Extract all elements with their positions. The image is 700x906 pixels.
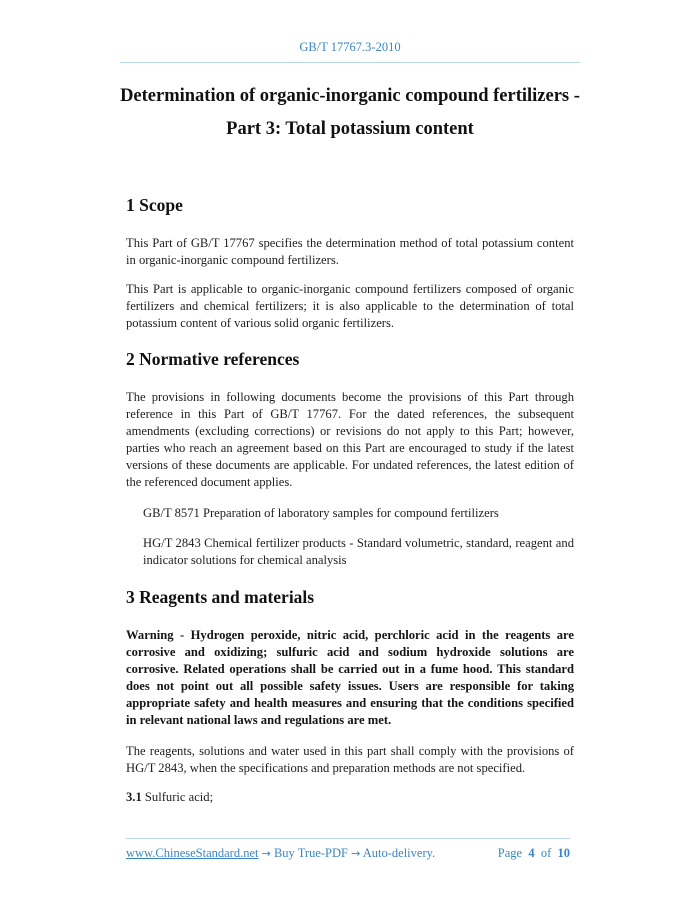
arrow-right-icon: → — [351, 847, 361, 860]
header-divider — [120, 62, 580, 63]
section-heading-reagents: 3 Reagents and materials — [126, 587, 315, 607]
section-heading-normative-references: 2 Normative references — [126, 349, 300, 369]
document-title-line-2: Part 3: Total potassium content — [226, 119, 474, 139]
document-code-header: GB/T 17767.3-2010 — [299, 40, 401, 54]
reference-item: GB/T 8571 Preparation of laboratory samples for compound fertilizers — [143, 506, 499, 520]
reagent-item-text: Sulfuric acid; — [141, 790, 214, 804]
reagent-item-number: 3.1 — [126, 790, 142, 804]
footer-divider — [126, 838, 570, 839]
normative-intro-paragraph: The provisions in following documents become the provisions of this Part through reference in this Part of GB/T 17767. For the dated references, the subsequent amendments (excluding corrections) or revisions do not apply to this Part; however, parties who reach an agreement based on this Part are encouraged to study if the latest versions of these documents are applicable. For undated references, the latest edition of the referenced document applies. — [126, 390, 574, 489]
website-link[interactable]: www.ChineseStandard.net — [126, 846, 259, 860]
safety-warning-paragraph: Warning - Hydrogen peroxide, nitric acid, perchloric acid in the reagents are corrosive and oxidizing; sulfuric acid and sodium hydroxide solutions are corrosive. Related operations shall be carried out in a fume hood. This standard does not point out all possible safety issues. Users are responsible for taking appropriate safety and health measures and ensuring that the conditions specified in relevant national laws and regulations are met. — [126, 628, 574, 727]
section-heading-scope: 1 Scope — [126, 195, 183, 215]
reagent-item-3-1 — [126, 789, 574, 806]
reference-item: HG/T 2843 Chemical fertilizer products - Standard volumetric, standard, reagent and indicator solutions for chemical analysis — [143, 536, 574, 567]
page-footer — [126, 846, 570, 861]
document-title-line-1: Determination of organic-inorganic compound fertilizers - — [120, 86, 580, 106]
total-pages: 10 — [557, 846, 570, 860]
current-page: 4 — [528, 846, 535, 860]
scope-paragraph-1: This Part of GB/T 17767 specifies the determination method of total potassium content in organic-inorganic compound fertilizers. — [126, 236, 574, 267]
auto-delivery-text: Auto-delivery. — [360, 846, 436, 860]
buy-true-pdf-text: Buy True-PDF — [270, 846, 352, 860]
page-number: Page 4 of 10 — [497, 846, 570, 860]
reagents-general-paragraph: The reagents, solutions and water used in this part shall comply with the provisions of HG/T 2843, when the specifications and preparation methods are not specified. — [126, 744, 574, 775]
arrow-right-icon: → — [261, 847, 271, 860]
scope-paragraph-2: This Part is applicable to organic-inorganic compound fertilizers composed of organic fertilizers and chemical fertilizers; it is also applicable to the determination of total potassium content of various solid organic fertilizers. — [126, 282, 574, 330]
